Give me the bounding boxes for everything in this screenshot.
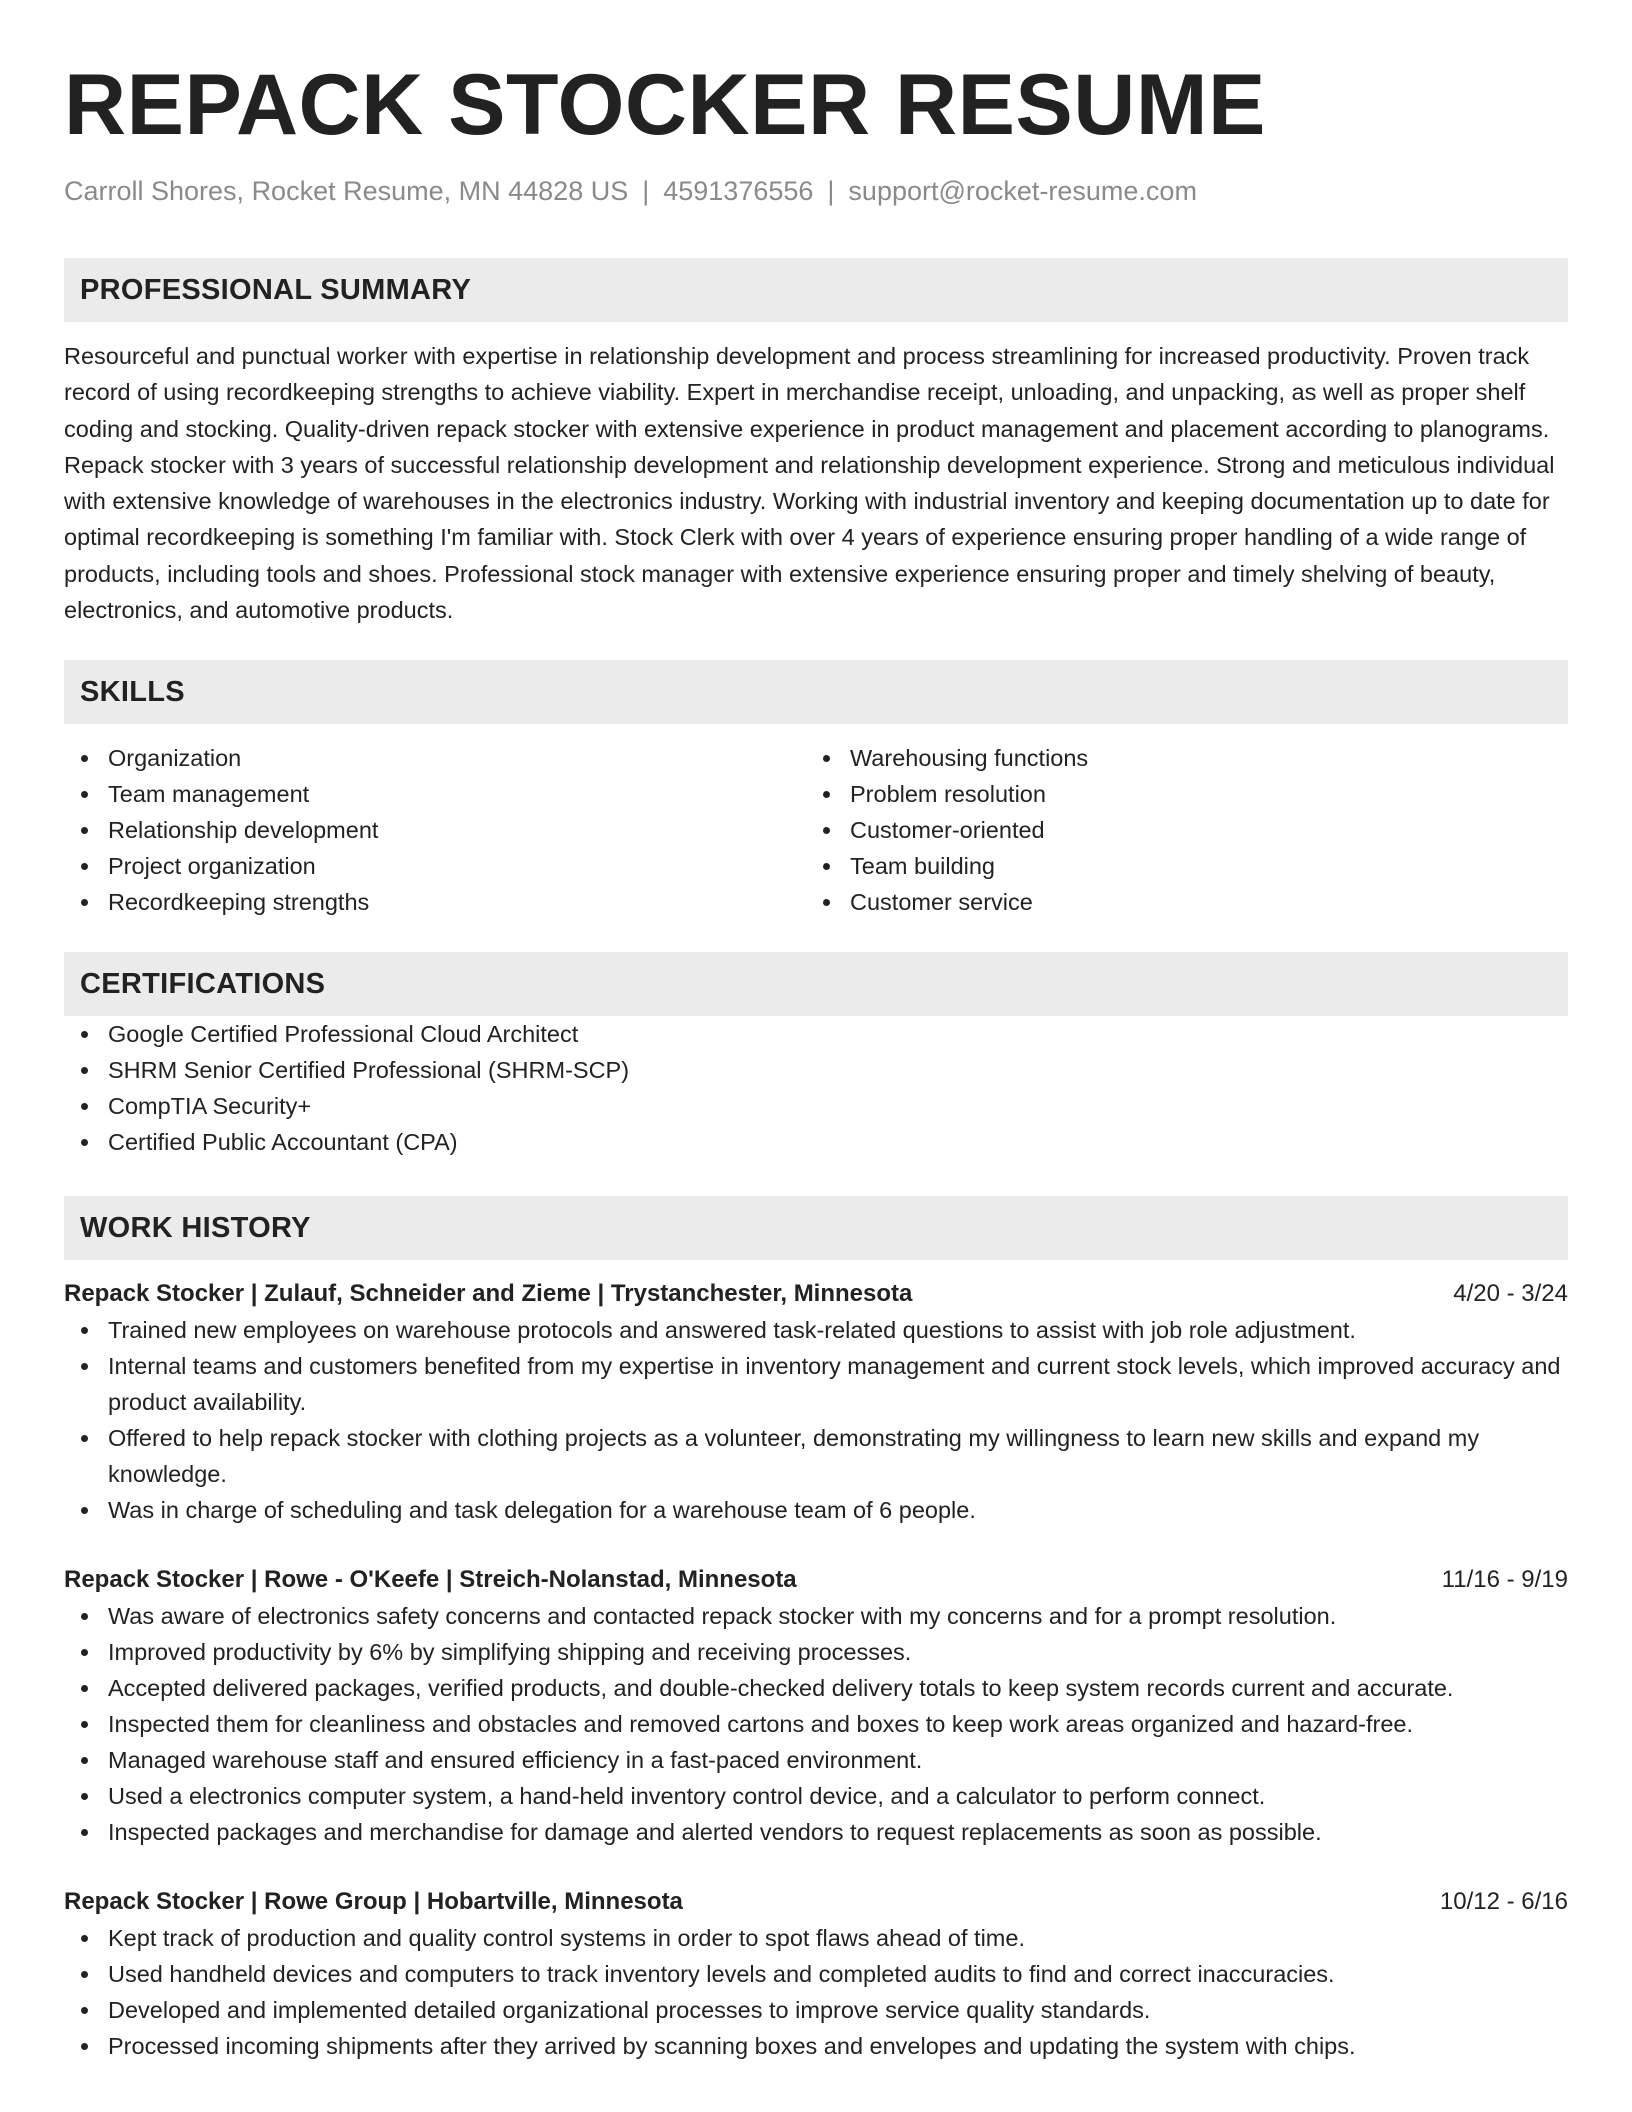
job-bullet: Used handheld devices and computers to track inventory levels and completed audits to find and correct inaccuracies. xyxy=(64,1956,1568,1992)
job-entry xyxy=(64,1884,1568,2064)
skill-item: Team management xyxy=(64,776,806,812)
job-bullet: Internal teams and customers benefited from my expertise in inventory management and current stock levels, which improved accuracy and product availability. xyxy=(64,1348,1568,1420)
contact-separator: | xyxy=(642,176,650,206)
contact-phone: 4591376556 xyxy=(663,176,814,206)
job-bullet: Used a electronics computer system, a hand-held inventory control device, and a calculator to perform connect. xyxy=(64,1778,1568,1814)
skill-item: Team building xyxy=(806,848,1548,884)
skill-item: Recordkeeping strengths xyxy=(64,884,806,920)
skill-item: Relationship development xyxy=(64,812,806,848)
job-bullets xyxy=(64,1598,1568,1850)
resume-page xyxy=(64,0,1568,2064)
summary-text: Resourceful and punctual worker with expertise in relationship development and process streamlining for increased productivity. Proven track record of using recordkeeping strengths to achieve viability. Expert in merchandise receipt, unloading, and unpacking, as well as proper shelf coding and stocking. Quality-driven repack stocker with extensive experience in product management and placement according to planograms. Repack stocker with 3 years of successful relationship development and relationship development experience. Strong and meticulous individual with extensive knowledge of warehouses in the electronics industry. Working with industrial inventory and keeping documentation up to date for optimal recordkeeping is something I'm familiar with. Stock Clerk with over 4 years of experience ensuring proper handling of a wide range of products, including tools and shoes. Professional stock manager with extensive experience ensuring proper and timely shelving of beauty, electronics, and automotive products. xyxy=(64,343,1555,624)
section-heading-summary: PROFESSIONAL SUMMARY xyxy=(64,258,1568,322)
job-bullets xyxy=(64,1312,1568,1528)
certifications-list xyxy=(64,1016,1568,1160)
certification-item: Certified Public Accountant (CPA) xyxy=(64,1124,1568,1160)
contact-line xyxy=(64,174,1568,208)
section-heading-skills: SKILLS xyxy=(64,660,1568,724)
job-bullet: Developed and implemented detailed organizational processes to improve service quality standards. xyxy=(64,1992,1568,2028)
skill-item: Project organization xyxy=(64,848,806,884)
contact-email: support@rocket-resume.com xyxy=(848,176,1197,206)
resume-title: REPACK STOCKER RESUME xyxy=(64,57,1266,153)
skill-item: Organization xyxy=(64,740,806,776)
job-bullet: Was aware of electronics safety concerns and contacted repack stocker with my concerns and for a prompt resolution. xyxy=(64,1598,1568,1634)
certification-item: SHRM Senior Certified Professional (SHRM-SCP) xyxy=(64,1052,1568,1088)
job-bullet: Was in charge of scheduling and task delegation for a warehouse team of 6 people. xyxy=(64,1492,1568,1528)
skill-item: Customer service xyxy=(806,884,1548,920)
job-bullet: Inspected them for cleanliness and obstacles and removed cartons and boxes to keep work areas organized and hazard-free. xyxy=(64,1706,1568,1742)
job-dates: 4/20 - 3/24 xyxy=(1453,1280,1568,1308)
section-heading-certifications: CERTIFICATIONS xyxy=(64,952,1568,1016)
job-bullets xyxy=(64,1920,1568,2064)
certification-item: Google Certified Professional Cloud Architect xyxy=(64,1016,1568,1052)
job-bullet: Offered to help repack stocker with clothing projects as a volunteer, demonstrating my willingness to learn new skills and expand my knowledge. xyxy=(64,1420,1568,1492)
job-bullet: Managed warehouse staff and ensured efficiency in a fast-paced environment. xyxy=(64,1742,1568,1778)
job-header xyxy=(64,1884,1568,1920)
job-bullet: Accepted delivered packages, verified products, and double-checked delivery totals to keep system records current and accurate. xyxy=(64,1670,1568,1706)
skill-item: Warehousing functions xyxy=(806,740,1548,776)
section-heading-work-history: WORK HISTORY xyxy=(64,1196,1568,1260)
skill-item: Problem resolution xyxy=(806,776,1548,812)
contact-separator: | xyxy=(827,176,835,206)
skills-column-right xyxy=(806,740,1548,920)
job-header xyxy=(64,1276,1568,1312)
job-entry xyxy=(64,1276,1568,1528)
job-bullet: Kept track of production and quality control systems in order to spot flaws ahead of time. xyxy=(64,1920,1568,1956)
job-dates: 10/12 - 6/16 xyxy=(1439,1888,1568,1916)
contact-address: Carroll Shores, Rocket Resume, MN 44828 US xyxy=(64,176,629,206)
job-dates: 11/16 - 9/19 xyxy=(1441,1566,1568,1594)
job-header xyxy=(64,1562,1568,1598)
skills-list xyxy=(64,740,1568,920)
skill-item: Customer-oriented xyxy=(806,812,1548,848)
certification-item: CompTIA Security+ xyxy=(64,1088,1568,1124)
job-entry xyxy=(64,1562,1568,1850)
job-bullet: Improved productivity by 6% by simplifying shipping and receiving processes. xyxy=(64,1634,1568,1670)
job-title: Repack Stocker | Rowe Group | Hobartville, Minnesota xyxy=(64,1888,683,1916)
job-bullet: Inspected packages and merchandise for damage and alerted vendors to request replacements as soon as possible. xyxy=(64,1814,1568,1850)
skills-column-left xyxy=(64,740,806,920)
job-bullet: Trained new employees on warehouse protocols and answered task-related questions to assist with job role adjustment. xyxy=(64,1312,1568,1348)
job-title: Repack Stocker | Zulauf, Schneider and Zieme | Trystanchester, Minnesota xyxy=(64,1280,913,1308)
job-title: Repack Stocker | Rowe - O'Keefe | Streich-Nolanstad, Minnesota xyxy=(64,1566,797,1594)
job-bullet: Processed incoming shipments after they arrived by scanning boxes and envelopes and updating the system with chips. xyxy=(64,2028,1568,2064)
